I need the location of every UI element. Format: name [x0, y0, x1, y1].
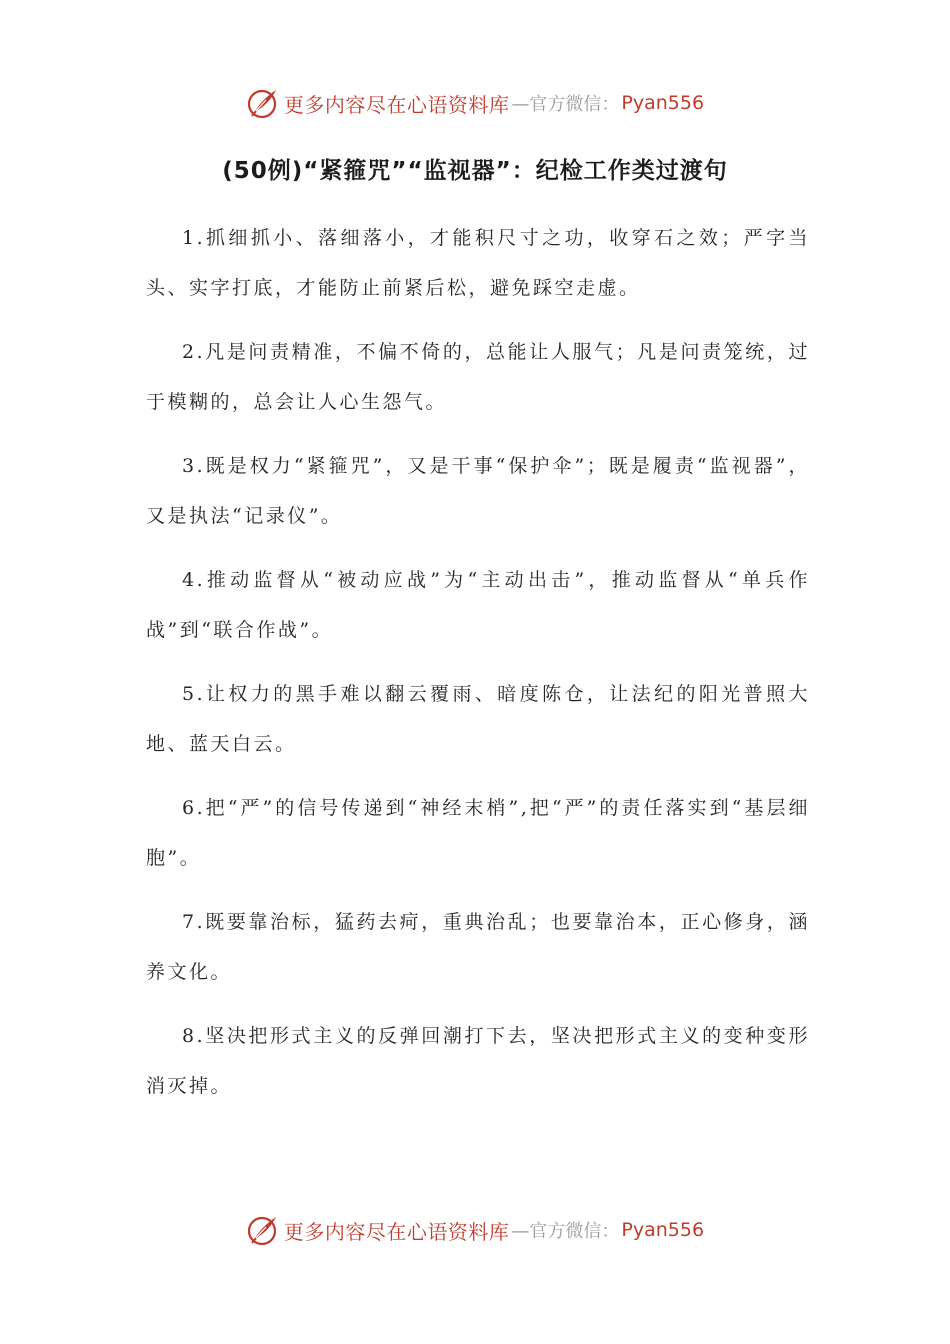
- list-item: 3.既是权力“紧箍咒”，又是干事“保护伞”；既是履责“监视器”，又是执法“记录仪”。: [146, 455, 810, 527]
- banner-handle: Pyan556: [621, 1219, 705, 1241]
- list-item: 4.推动监督从“被动应战”为“主动出击”，推动监督从“单兵作战”到“联合作战”。: [146, 569, 810, 641]
- banner-separator: —官方微信：: [511, 94, 620, 115]
- banner-handle: Pyan556: [621, 92, 705, 114]
- footer-watermark-banner: [0, 1210, 950, 1250]
- document-body: [146, 213, 810, 1125]
- quill-pen-logo-icon: [246, 86, 280, 120]
- list-item: 2.凡是问责精准，不偏不倚的，总能让人服气；凡是问责笼统，过于模糊的，总会让人心生怨气。: [146, 341, 810, 413]
- banner-text: 更多内容尽在心语资料库: [283, 92, 510, 117]
- header-watermark-banner: [0, 83, 950, 123]
- banner-separator: —官方微信：: [511, 1221, 620, 1242]
- list-item: 6.把“严”的信号传递到“神经末梢”,把“严”的责任落实到“基层细胞”。: [146, 797, 810, 869]
- list-item: 5.让权力的黑手难以翻云覆雨、暗度陈仓，让法纪的阳光普照大地、蓝天白云。: [146, 683, 810, 755]
- quill-pen-logo-icon: [246, 1213, 280, 1247]
- list-item: 8.坚决把形式主义的反弹回潮打下去，坚决把形式主义的变种变形消灭掉。: [146, 1025, 810, 1097]
- document-title: (50例)“紧箍咒”“监视器”：纪检工作类过渡句: [222, 158, 728, 184]
- list-item: 7.既要靠治标，猛药去疴，重典治乱；也要靠治本，正心修身，涵养文化。: [146, 911, 810, 983]
- list-item: 1.抓细抓小、落细落小，才能积尺寸之功，收穿石之效；严字当头、实字打底，才能防止前紧后松，避免踩空走虚。: [146, 227, 810, 299]
- banner-text: 更多内容尽在心语资料库: [283, 1219, 510, 1244]
